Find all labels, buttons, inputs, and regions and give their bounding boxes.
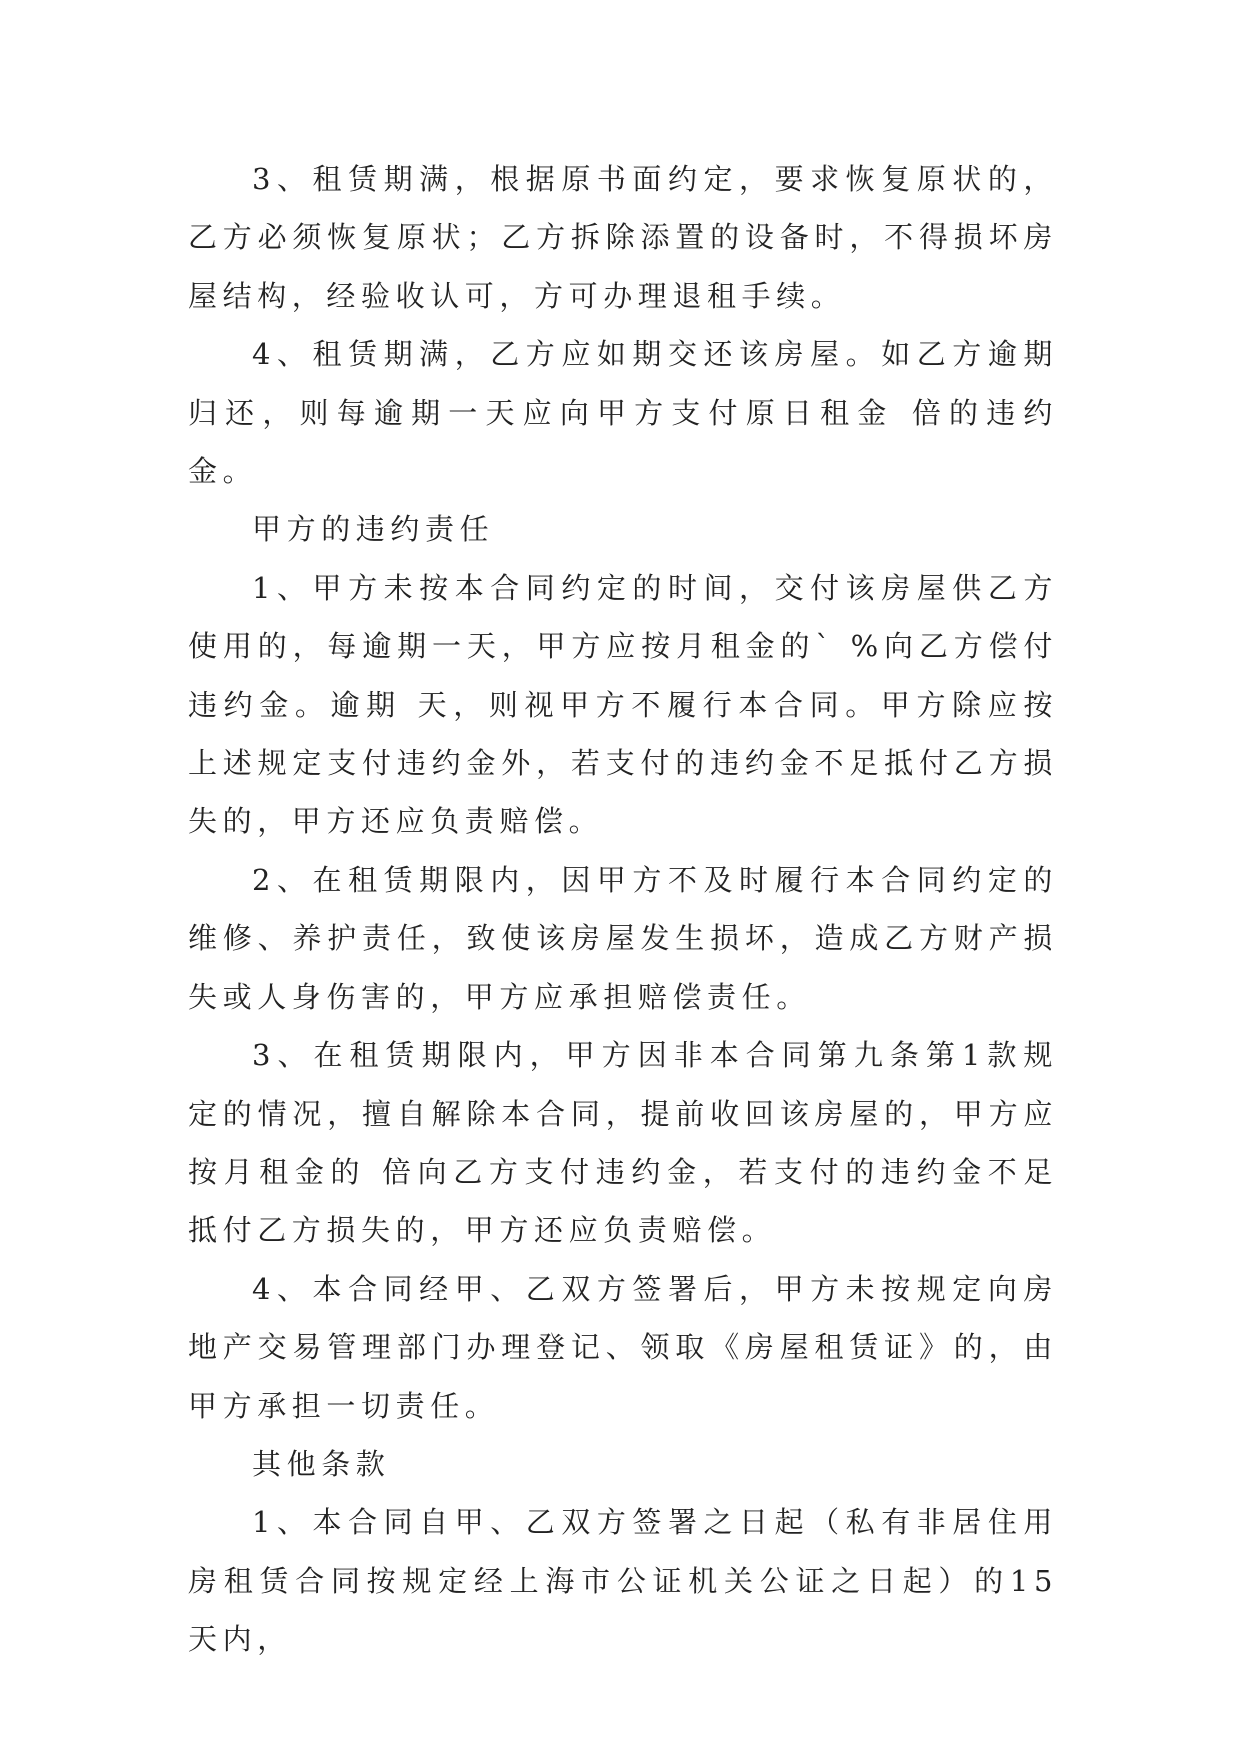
paragraph-party-a-clause-4: 4、本合同经甲、乙双方签署后，甲方未按规定向房地产交易管理部门办理登记、领取《房屋租赁证》的，由甲方承担一切责任。 (188, 1271, 1058, 1423)
section-heading-other-terms: 其他条款 (252, 1446, 391, 1481)
paragraph-other-terms-clause-1: 1、本合同自甲、乙双方签署之日起（私有非居住用房租赁合同按规定经上海市公证机关公证之日起）的15天内， (188, 1505, 1058, 1657)
paragraph-clause-4-return: 4、租赁期满，乙方应如期交还该房屋。如乙方逾期归还，则每逾期一天应向甲方支付原日租金 倍的违约金。 (188, 337, 1058, 489)
paragraph-party-a-clause-2: 2、在租赁期限内，因甲方不及时履行本合同约定的维修、养护责任，致使该房屋发生损坏，造成乙方财产损失或人身伤害的，甲方应承担赔偿责任。 (188, 862, 1058, 1014)
document-body (188, 150, 1058, 1669)
paragraph-party-a-clause-1: 1、甲方未按本合同约定的时间，交付该房屋供乙方使用的，每逾期一天，甲方应按月租金的` %向乙方偿付违约金。逾期 天，则视甲方不履行本合同。甲方除应按上述规定支付违约金外，若支付的违约金不足抵付乙方损失的，甲方还应负责赔偿。 (188, 570, 1058, 839)
section-heading-party-a-liability: 甲方的违约责任 (252, 512, 495, 547)
paragraph-party-a-clause-3: 3、在租赁期限内，甲方因非本合同第九条第1款规定的情况，擅自解除本合同，提前收回该房屋的，甲方应按月租金的 倍向乙方支付违约金，若支付的违约金不足抵付乙方损失的，甲方还应负责赔偿。 (188, 1038, 1058, 1248)
paragraph-clause-3-restore: 3、租赁期满，根据原书面约定，要求恢复原状的，乙方必须恢复原状；乙方拆除添置的设备时，不得损坏房屋结构，经验收认可，方可办理退租手续。 (188, 162, 1058, 313)
